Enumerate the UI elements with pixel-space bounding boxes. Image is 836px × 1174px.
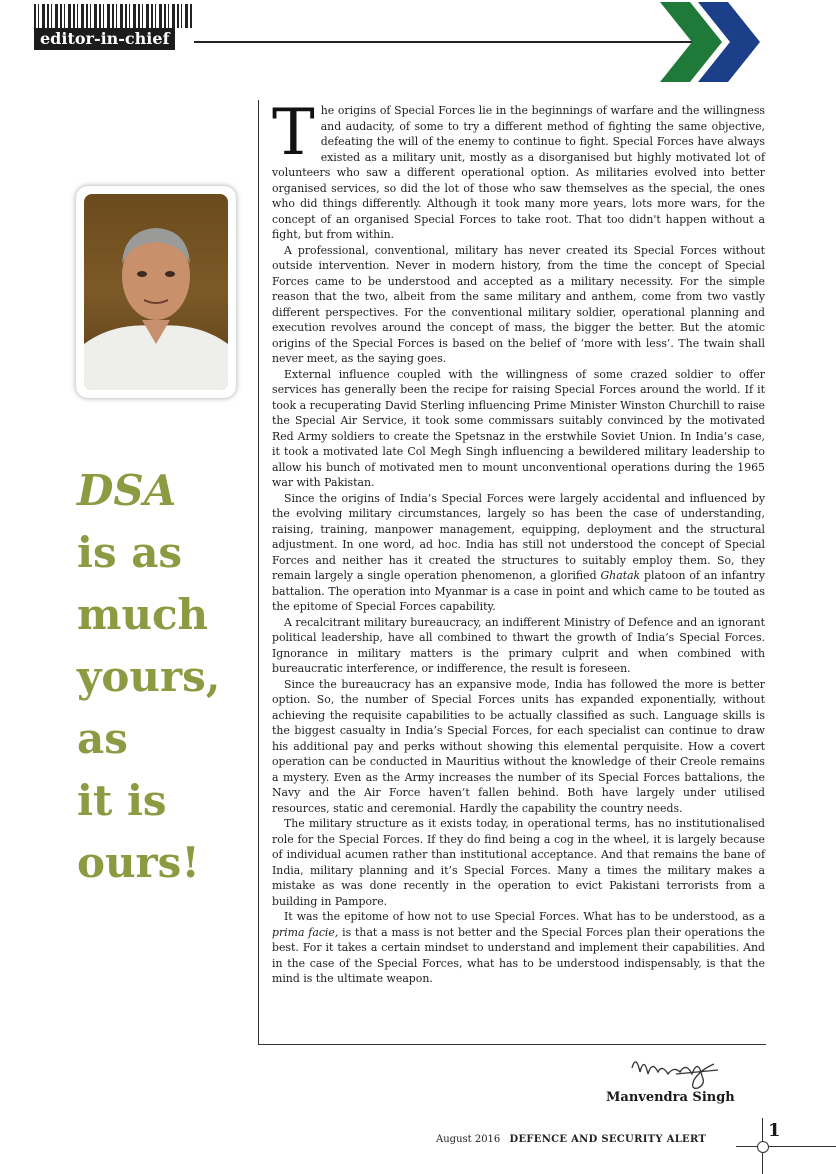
publication-name: DEFENCE AND SECURITY ALERT [509, 1134, 707, 1145]
section-tag: editor-in-chief [34, 28, 175, 50]
article-paragraph: External influence coupled with the willingness of some crazed soldier to offer services has generally been the recipe for raising Special Forces around the world. If it took a recuperating David Sterling influencing Prime Minister Winston Churchill to raise the Special Air Service, it took some commissars suitably convinced by the motivated Red Army soldiers to create the Spetsnaz in the erstwhile Soviet Union. In India’s case, it took a motivated late Col Megh Singh influencing a bewildered military leadership to allow his bunch of motivated men to mount unconventional operations during the 1965 war with Pakistan. [272, 367, 765, 489]
article-paragraph: Since the origins of India’s Special Forces were largely accidental and influenced by the evolving military circumstances, largely so has been the case of understanding, raising, training, manpower management, equipping, deployment and the structural adjustment. In one word, ad hoc. India has still not understood the concept of Special Forces and neither has it created the structures to suitably employ them. So, they remain largely a single operation phenomenon, a glorified Ghatak platoon of an infantry battalion. The operation into Myanmar is a case in point and which came to be touted as the epitome of Special Forces capability. [272, 491, 765, 613]
drop-cap: T [272, 96, 315, 170]
article-paragraph: A recalcitrant military bureaucracy, an indifferent Ministry of Defence and an ignorant political leadership, have all combined to thwart the growth of India’s Special Forces. Ignorance in military matters is the primary culprit and when combined with bureaucratic interference, or indifference, the result is foreseen. [272, 615, 765, 675]
registration-mark-icon [757, 1141, 769, 1153]
header-rule [194, 41, 714, 43]
chevron-arrows-icon [660, 2, 770, 86]
pull-quote-line: it is [77, 776, 167, 825]
pull-quote-line: DSA [77, 466, 177, 515]
author-signature [628, 1050, 728, 1092]
column-rule-bottom [258, 1044, 766, 1045]
editorial-article [272, 96, 765, 987]
article-paragraph: The military structure as it exists today, in operational terms, has no institutionalised role for the Special Forces. If they do find being a cog in the wheel, it is largely because of individual acumen rather than institutional acceptance. And that remains the bane of India, military planning and it’s Special Forces. Many a times the military makes a mistake as was done recently in the operation to evict Pakistani terrorists from a building in Pampore. [272, 817, 765, 908]
column-rule [258, 100, 259, 1044]
italic-term: Ghatak [600, 569, 641, 582]
article-paragraph: A professional, conventional, military has never created its Special Forces without outside intervention. Never in modern history, from the time the concept of Special Forces came to be understood and accepted as a military necessity. For the simple reason that the two, albeit from the same military and anthem, come from two vastly different perspectives. For the conventional military soldier, operational planning and execution revolves around the concept of mass, the bigger the better. But the atomic origins of the Special Forces is based on the belief of ‘more with less’. The twain shall never meet, as the saying goes. [272, 243, 765, 365]
pull-quote-line: is as [77, 528, 183, 577]
pull-quote [77, 460, 247, 894]
italic-term: prima facie, [272, 925, 339, 939]
pull-quote-line: as [77, 714, 128, 763]
author-photo [84, 194, 228, 390]
pull-quote-line: yours, [77, 652, 221, 701]
article-paragraph: It was the epitome of how not to use Special Forces. What has to be understood, as a prima facie, is that a mass is not better and the Special Forces plan their operations the best. For it takes a certain mindset to understand and implement their capabilities. And in the case of the Special Forces, what has to be understood indispensably, is that the mind is the ultimate weapon. [272, 910, 765, 985]
author-name: Manvendra Singh [606, 1090, 735, 1105]
barcode-graphic [34, 4, 194, 28]
pull-quote-line: much [77, 590, 209, 639]
pull-quote-line: ours! [77, 838, 200, 887]
page-number: 1 [768, 1120, 781, 1141]
page-footer [436, 1134, 706, 1145]
issue-date: August 2016 [436, 1134, 501, 1145]
author-photo-frame [76, 186, 236, 398]
article-paragraph: The origins of Special Forces lie in the beginnings of warfare and the willingness and audacity, of some to try a different method of fighting the same objective, defeating the will of the enemy to continue to fight. Special Forces have always existed as a military unit, mostly as a disorganised but highly motivated lot of volunteers who saw a different operational option. As militaries evolved into better organised services, so did the lot of those who saw themselves as the special, the ones who did things differently. Although it took many more years, lots more wars, for the concept of an organised Special Forces to take root. That too didn't happen without a fight, but from within. [272, 96, 765, 241]
footer-rule [736, 1146, 836, 1147]
article-paragraph: Since the bureaucracy has an expansive mode, India has followed the more is better option. So, the number of Special Forces units has expanded exponentially, without achieving the requisite capabilities to be actually classified as such. Language skills is the biggest casualty in India’s Special Forces, for each specialist can continue to draw his additional pay and perks without showing this elemental perquisite. How a covert operation can be conducted in Mauritius without the knowledge of their Creole remains a mystery. Even as the Army increases the number of its Special Forces battalions, the Navy and the Air Force haven’t fallen behind. Both have largely under utilised resources, static and ceremonial. Hardly the capability the country needs. [272, 677, 765, 815]
